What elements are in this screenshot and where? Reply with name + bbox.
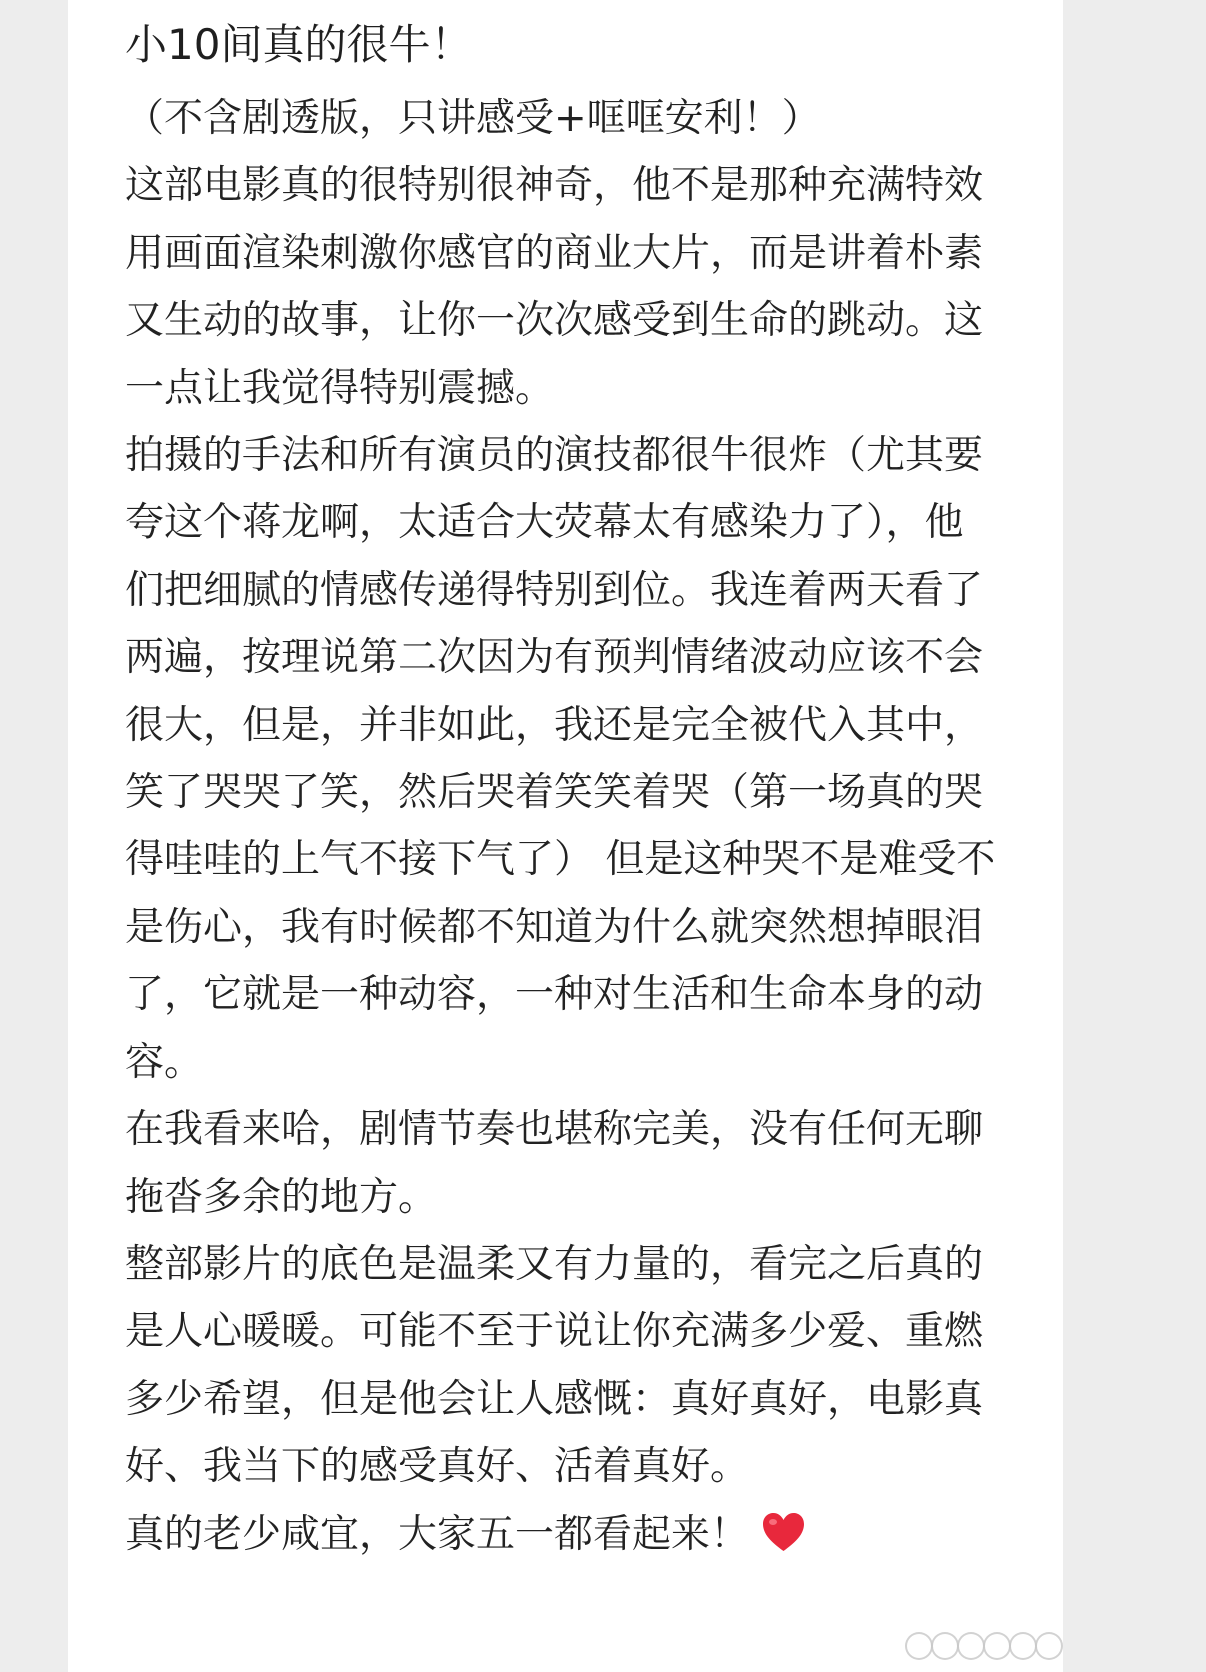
article-subtitle: （不含剧透版，只讲感受+哐哐安利！） — [125, 96, 821, 141]
heart-icon — [761, 1511, 806, 1553]
text-line: 多少希望，但是他会让人感慨：真好真好，电影真 — [125, 1376, 984, 1422]
document-page — [68, 0, 1063, 1672]
text-line: 整部影片的底色是温柔又有力量的，看完之后真的 — [125, 1241, 984, 1287]
watermark-logo — [905, 1632, 933, 1660]
text-line: 夸这个蒋龙啊，太适合大荧幕太有感染力了），他 — [125, 500, 964, 546]
closing-line — [125, 1501, 1025, 1568]
text-line: 在我看来哈，剧情节奏也堪称完美，没有任何无聊 — [125, 1107, 984, 1153]
text-line: 容。 — [125, 1039, 204, 1085]
watermark-logo — [1035, 1632, 1063, 1660]
watermark-logo — [931, 1632, 959, 1660]
article-text — [125, 152, 1025, 1500]
text-line: 们把细腻的情感传递得特别到位。我连着两天看了 — [125, 567, 984, 613]
text-line: 是伤心，我有时候都不知道为什么就突然想掉眼泪 — [125, 904, 984, 950]
text-line: 这部电影真的很特别很神奇，他不是那种充满特效 — [125, 163, 984, 209]
watermark-logo — [983, 1632, 1011, 1660]
text-line: 又生动的故事，让你一次次感受到生命的跳动。这 — [125, 298, 984, 344]
text-line: 两遍，按理说第二次因为有预判情绪波动应该不会 — [125, 635, 984, 681]
text-line: 很大，但是，并非如此，我还是完全被代入其中， — [125, 702, 984, 748]
text-line: 一点让我觉得特别震撼。 — [125, 365, 555, 411]
text-line: 笑了哭哭了笑，然后哭着笑笑着哭（第一场真的哭 — [125, 770, 984, 816]
closing-text: 真的老少咸宜，大家五一都看起来！ — [125, 1511, 750, 1557]
watermark-logo — [1009, 1632, 1037, 1660]
text-line: 得哇哇的上气不接下气了） 但是这种哭不是难受不 — [125, 837, 996, 883]
watermark-logo — [957, 1632, 985, 1660]
text-line: 是人心暖暖。可能不至于说让你充满多少爱、重燃 — [125, 1309, 984, 1355]
text-line: 好、我当下的感受真好、活着真好。 — [125, 1444, 750, 1490]
text-line: 拖沓多余的地方。 — [125, 1174, 438, 1220]
article-title: 小10间真的很牛！ — [125, 20, 473, 69]
text-line: 用画面渲染刺激你感官的商业大片，而是讲着朴素 — [125, 230, 984, 276]
text-line: 拍摄的手法和所有演员的演技都很牛很炸（尤其要 — [125, 433, 984, 479]
article-body — [125, 14, 1025, 1568]
watermark — [905, 1629, 1075, 1659]
text-line: 了，它就是一种动容，一种对生活和生命本身的动 — [125, 972, 984, 1018]
